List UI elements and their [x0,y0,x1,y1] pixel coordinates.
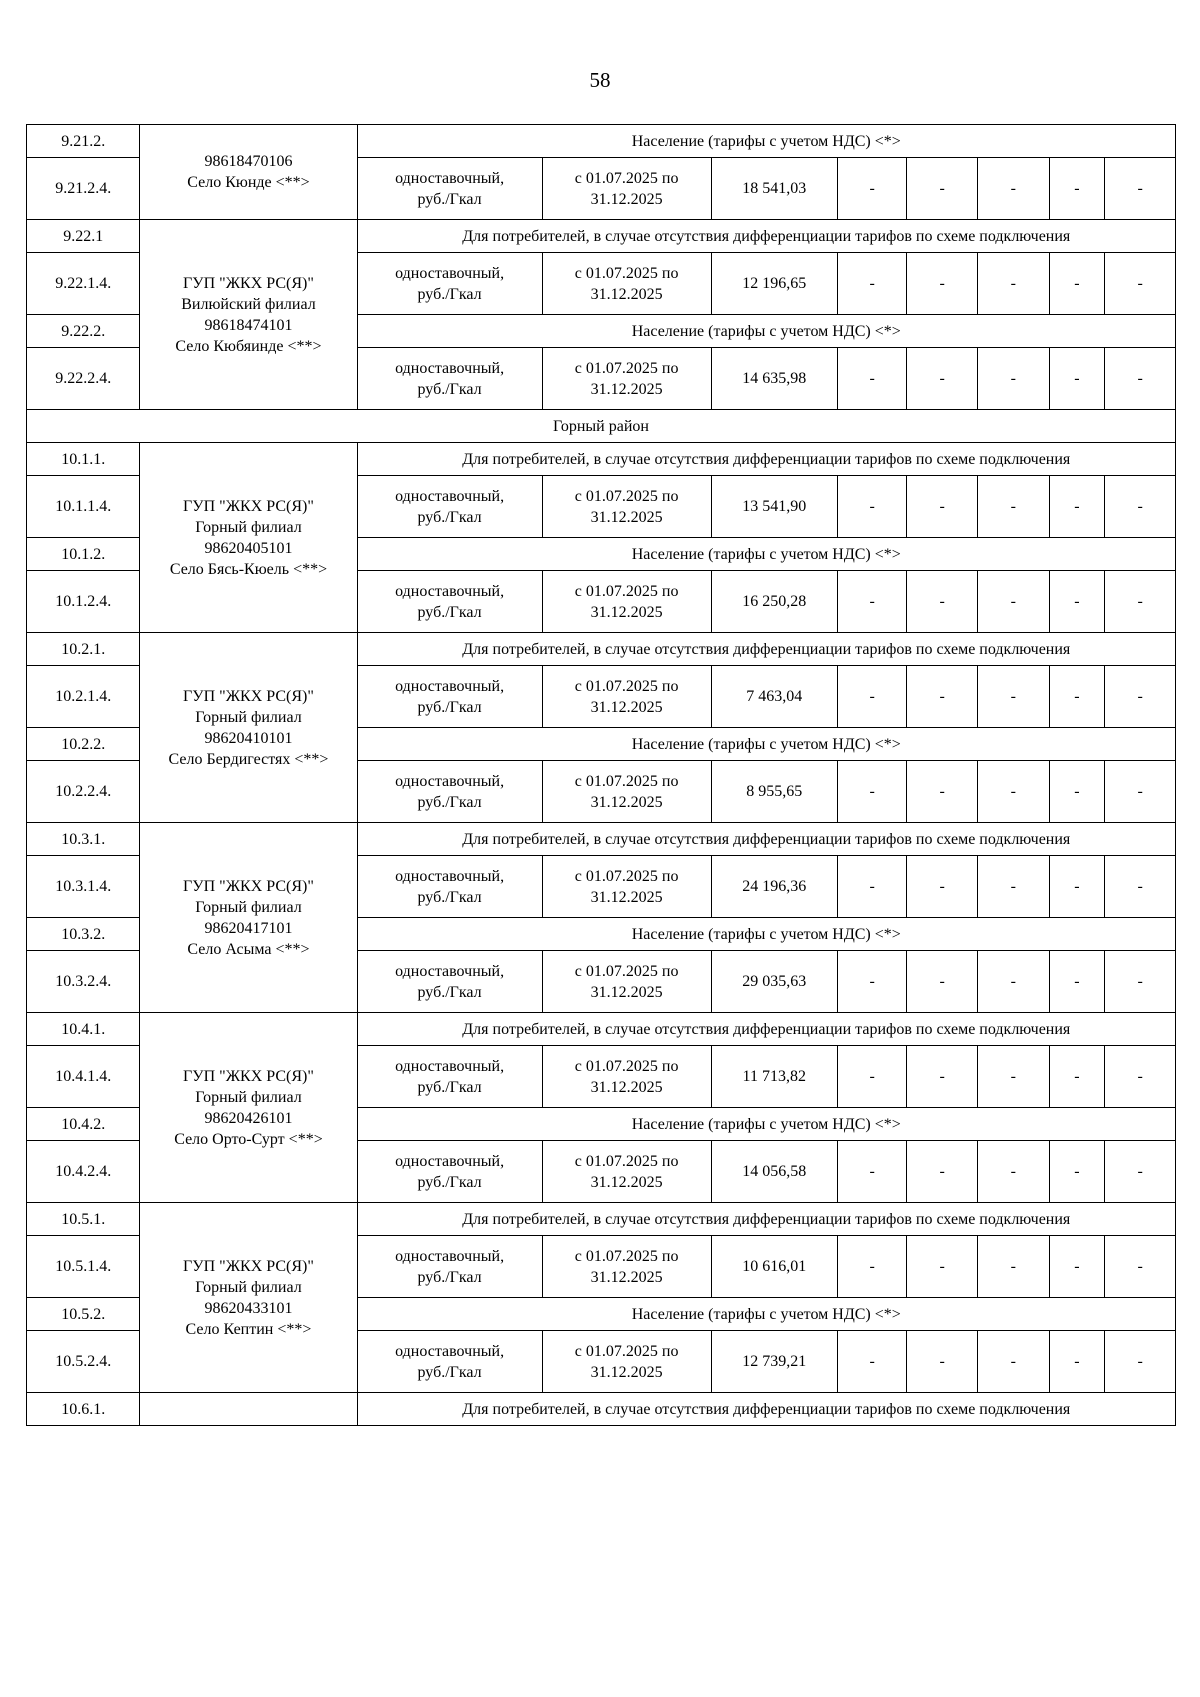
subheader-row [27,220,1176,253]
organization-cell: ГУП "ЖКХ РС(Я)" Горный филиал 98620410101 Село Бердигестях <**> [140,633,357,823]
empty-value: - [837,476,907,538]
tariff-value: 13 541,90 [711,476,837,538]
empty-value: - [837,158,907,220]
empty-value: - [907,571,978,633]
row-number: 9.22.1.4. [27,253,140,315]
empty-value: - [837,253,907,315]
consumer-group-label: Для потребителей, в случае отсутствия дифференциации тарифов по схеме подключения [357,633,1175,666]
tariff-kind: одноставочный, руб./Гкал [357,1141,542,1203]
row-number: 10.5.2.4. [27,1331,140,1393]
tariff-period: с 01.07.2025 по 31.12.2025 [542,476,711,538]
empty-value: - [977,476,1049,538]
empty-value: - [977,951,1049,1013]
subheader-row [27,1203,1176,1236]
row-number: 10.4.2.4. [27,1141,140,1203]
empty-value: - [1105,761,1176,823]
empty-value: - [1049,1331,1105,1393]
empty-value: - [977,348,1049,410]
row-number: 10.4.2. [27,1108,140,1141]
organization-cell: ГУП "ЖКХ РС(Я)" Горный филиал 98620426101 Село Орто-Сурт <**> [140,1013,357,1203]
tariff-kind: одноставочный, руб./Гкал [357,158,542,220]
empty-value: - [977,1046,1049,1108]
consumer-group-label: Для потребителей, в случае отсутствия дифференциации тарифов по схеме подключения [357,220,1175,253]
empty-value: - [907,253,978,315]
tariff-kind: одноставочный, руб./Гкал [357,348,542,410]
row-number: 9.22.2.4. [27,348,140,410]
organization-cell: ГУП "ЖКХ РС(Я)" Вилюйский филиал 98618474101 Село Кюбяинде <**> [140,220,357,410]
empty-value: - [837,348,907,410]
tariff-value: 14 056,58 [711,1141,837,1203]
tariff-period: с 01.07.2025 по 31.12.2025 [542,253,711,315]
empty-value: - [977,666,1049,728]
empty-value: - [977,1141,1049,1203]
tariff-period: с 01.07.2025 по 31.12.2025 [542,348,711,410]
tariff-period: с 01.07.2025 по 31.12.2025 [542,761,711,823]
empty-value: - [907,856,978,918]
page-number: 58 [589,68,611,92]
empty-value: - [977,1331,1049,1393]
empty-value: - [1105,1236,1176,1298]
consumer-group-label: Для потребителей, в случае отсутствия дифференциации тарифов по схеме подключения [357,1013,1175,1046]
empty-value: - [1049,476,1105,538]
empty-value: - [1105,253,1176,315]
empty-value: - [907,348,978,410]
empty-value: - [1049,856,1105,918]
row-number: 10.1.1.4. [27,476,140,538]
subheader-row [27,1013,1176,1046]
tariff-table-body [27,125,1176,1426]
empty-value: - [1049,348,1105,410]
consumer-group-label: Население (тарифы с учетом НДС) <*> [357,125,1175,158]
tariff-value: 29 035,63 [711,951,837,1013]
empty-value: - [1049,253,1105,315]
row-number: 9.22.1 [27,220,140,253]
empty-value: - [837,1331,907,1393]
row-number: 9.21.2. [27,125,140,158]
empty-value: - [1105,1141,1176,1203]
tariff-period: с 01.07.2025 по 31.12.2025 [542,1141,711,1203]
empty-value: - [977,253,1049,315]
consumer-group-label: Население (тарифы с учетом НДС) <*> [357,918,1175,951]
empty-value: - [837,666,907,728]
empty-value: - [1105,1331,1176,1393]
tariff-value: 8 955,65 [711,761,837,823]
tariff-table [26,124,1176,1426]
tariff-period: с 01.07.2025 по 31.12.2025 [542,571,711,633]
tariff-value: 16 250,28 [711,571,837,633]
subheader-row [27,633,1176,666]
row-number: 10.1.2. [27,538,140,571]
empty-value: - [837,856,907,918]
tariff-value: 12 739,21 [711,1331,837,1393]
row-number: 10.4.1.4. [27,1046,140,1108]
subheader-row [27,1393,1176,1426]
row-number: 10.5.1. [27,1203,140,1236]
empty-value: - [977,856,1049,918]
empty-value: - [1049,158,1105,220]
organization-cell: ГУП "ЖКХ РС(Я)" Горный филиал 98620417101 Село Асыма <**> [140,823,357,1013]
empty-value: - [907,951,978,1013]
tariff-value: 10 616,01 [711,1236,837,1298]
tariff-value: 11 713,82 [711,1046,837,1108]
consumer-group-label: Для потребителей, в случае отсутствия дифференциации тарифов по схеме подключения [357,443,1175,476]
empty-value: - [907,761,978,823]
subheader-row [27,443,1176,476]
tariff-period: с 01.07.2025 по 31.12.2025 [542,666,711,728]
tariff-period: с 01.07.2025 по 31.12.2025 [542,1046,711,1108]
tariff-kind: одноставочный, руб./Гкал [357,1046,542,1108]
empty-value: - [1105,158,1176,220]
empty-value: - [1049,761,1105,823]
empty-value: - [1049,1236,1105,1298]
empty-value: - [837,1046,907,1108]
consumer-group-label: Население (тарифы с учетом НДС) <*> [357,538,1175,571]
tariff-kind: одноставочный, руб./Гкал [357,571,542,633]
tariff-kind: одноставочный, руб./Гкал [357,1236,542,1298]
row-number: 10.2.2. [27,728,140,761]
empty-value: - [1105,951,1176,1013]
tariff-kind: одноставочный, руб./Гкал [357,253,542,315]
row-number: 10.6.1. [27,1393,140,1426]
empty-value: - [907,158,978,220]
empty-value: - [837,1141,907,1203]
tariff-value: 24 196,36 [711,856,837,918]
empty-value: - [1105,1046,1176,1108]
empty-value: - [1049,571,1105,633]
tariff-kind: одноставочный, руб./Гкал [357,666,542,728]
empty-value: - [977,761,1049,823]
empty-value: - [907,476,978,538]
empty-value: - [837,761,907,823]
consumer-group-label: Для потребителей, в случае отсутствия дифференциации тарифов по схеме подключения [357,823,1175,856]
empty-value: - [1105,476,1176,538]
consumer-group-label: Население (тарифы с учетом НДС) <*> [357,1298,1175,1331]
tariff-value: 7 463,04 [711,666,837,728]
organization-cell: 98618470106 Село Кюнде <**> [140,125,357,220]
consumer-group-label: Население (тарифы с учетом НДС) <*> [357,315,1175,348]
empty-value: - [837,1236,907,1298]
organization-cell: ГУП "ЖКХ РС(Я)" Горный филиал 98620433101 Село Кептин <**> [140,1203,357,1393]
empty-value: - [837,571,907,633]
row-number: 10.3.1.4. [27,856,140,918]
empty-value: - [977,158,1049,220]
tariff-kind: одноставочный, руб./Гкал [357,476,542,538]
row-number: 10.2.1.4. [27,666,140,728]
row-number: 10.5.2. [27,1298,140,1331]
tariff-value: 12 196,65 [711,253,837,315]
tariff-period: с 01.07.2025 по 31.12.2025 [542,856,711,918]
empty-value: - [907,1236,978,1298]
row-number: 10.5.1.4. [27,1236,140,1298]
row-number: 10.3.1. [27,823,140,856]
tariff-period: с 01.07.2025 по 31.12.2025 [542,951,711,1013]
organization-cell: ГУП "ЖКХ РС(Я)" Горный филиал 98620405101 Село Бясь-Кюель <**> [140,443,357,633]
row-number: 9.22.2. [27,315,140,348]
row-number: 10.3.2. [27,918,140,951]
row-number: 10.2.1. [27,633,140,666]
tariff-kind: одноставочный, руб./Гкал [357,951,542,1013]
empty-value: - [907,1331,978,1393]
tariff-kind: одноставочный, руб./Гкал [357,1331,542,1393]
empty-value: - [907,666,978,728]
empty-value: - [977,1236,1049,1298]
consumer-group-label: Население (тарифы с учетом НДС) <*> [357,728,1175,761]
row-number: 10.4.1. [27,1013,140,1046]
empty-value: - [1049,1141,1105,1203]
empty-value: - [1105,856,1176,918]
empty-value: - [837,951,907,1013]
consumer-group-label: Для потребителей, в случае отсутствия дифференциации тарифов по схеме подключения [357,1393,1175,1426]
empty-value: - [1105,666,1176,728]
tariff-kind: одноставочный, руб./Гкал [357,856,542,918]
tariff-period: с 01.07.2025 по 31.12.2025 [542,158,711,220]
empty-value: - [1049,666,1105,728]
tariff-kind: одноставочный, руб./Гкал [357,761,542,823]
subheader-row [27,125,1176,158]
district-row [27,410,1176,443]
row-number: 10.1.2.4. [27,571,140,633]
row-number: 10.3.2.4. [27,951,140,1013]
tariff-period: с 01.07.2025 по 31.12.2025 [542,1236,711,1298]
empty-value: - [907,1141,978,1203]
empty-value: - [1105,348,1176,410]
tariff-value: 14 635,98 [711,348,837,410]
tariff-value: 18 541,03 [711,158,837,220]
consumer-group-label: Население (тарифы с учетом НДС) <*> [357,1108,1175,1141]
subheader-row [27,823,1176,856]
row-number: 10.1.1. [27,443,140,476]
tariff-period: с 01.07.2025 по 31.12.2025 [542,1331,711,1393]
consumer-group-label: Для потребителей, в случае отсутствия дифференциации тарифов по схеме подключения [357,1203,1175,1236]
empty-value: - [1049,951,1105,1013]
empty-value: - [977,571,1049,633]
organization-cell [140,1393,357,1426]
district-name: Горный район [27,410,1176,443]
row-number: 9.21.2.4. [27,158,140,220]
empty-value: - [907,1046,978,1108]
row-number: 10.2.2.4. [27,761,140,823]
empty-value: - [1105,571,1176,633]
empty-value: - [1049,1046,1105,1108]
